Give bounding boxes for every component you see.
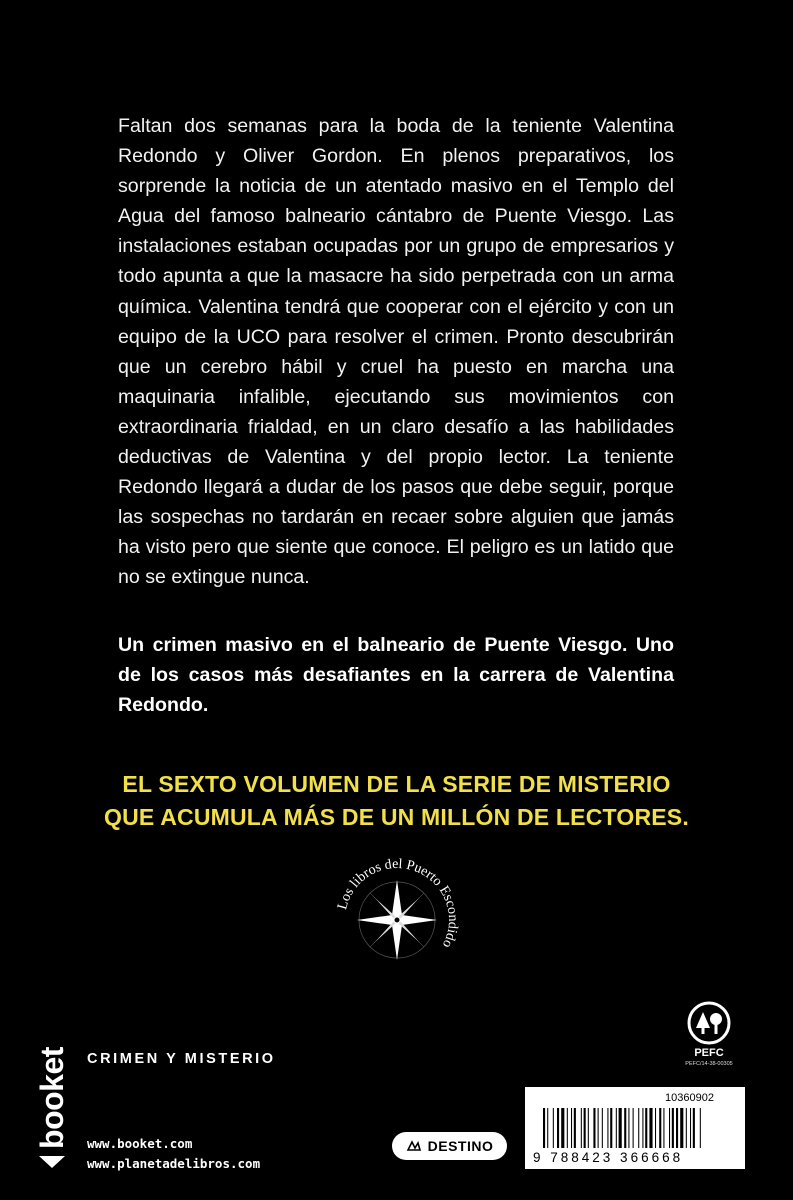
genre-label: CRIMEN Y MISTERIO [87,1051,276,1067]
website-links [87,1134,260,1174]
series-announcement [70,768,723,834]
destino-emblem-icon [406,1140,422,1152]
product-code: 10360902 [665,1092,714,1104]
compass-seal-logo [327,850,467,990]
tagline-text: Un crimen masivo en el balneario de Puente Viesgo. Uno de los casos más desafiantes en la carrera de Valentina Redondo. [118,634,674,717]
pefc-label: PEFC [694,1047,724,1059]
pefc-tree-icon [677,1000,741,1046]
compass-star-icon [357,880,437,960]
pefc-certification [677,1000,741,1080]
booket-logo [34,1032,70,1162]
booket-logo-text: booket [34,1047,70,1149]
seal-text: Los libros del Puerto Escondido [335,856,461,951]
booket-logo-tab [39,1156,65,1168]
planeta-url[interactable]: www.planetadelibros.com [87,1156,261,1171]
pefc-code: PEFC/14-38-00305 [685,1061,733,1067]
destino-publisher-logo [392,1132,507,1160]
booket-url[interactable]: www.booket.com [87,1136,193,1151]
destino-label: DESTINO [427,1138,494,1154]
isbn-barcode [525,1087,745,1169]
series-line-2: QUE ACUMULA MÁS DE UN MILLÓN DE LECTORES. [104,804,689,830]
series-line-1: EL SEXTO VOLUMEN DE LA SERIE DE MISTERIO [122,771,671,797]
isbn-number: 9 788423 366668 [533,1150,684,1165]
barcode-bars [533,1108,738,1148]
synopsis-text: Faltan dos semanas para la boda de la teniente Valentina Redondo y Oliver Gordon. En plenos preparativos, los sorprende la noticia de un atentado masivo en el Templo del Agua del famoso balneario cántabro de Puente Viesgo. Las instalaciones estaban ocupadas por un grupo de empresarios y todo apunta a que la masacre ha sido perpetrada con un arma química. Valentina tendrá que cooperar con el ejército y con un equipo de la UCO para resolver el crimen. Pronto descubrirán que un cerebro hábil y cruel ha puesto en marcha una maquinaria infalible, ejecutando sus movimientos con extraordinaria frialdad, en un claro desafío a las habilidades deductivas de Valentina y del propio lector. La teniente Redondo llegará a dudar de los pasos que debe seguir, porque las sospechas no tardarán en recaer sobre alguien que jamás ha visto pero que siente que conoce. El peligro es un latido que no se extingue nunca. [118,115,674,589]
